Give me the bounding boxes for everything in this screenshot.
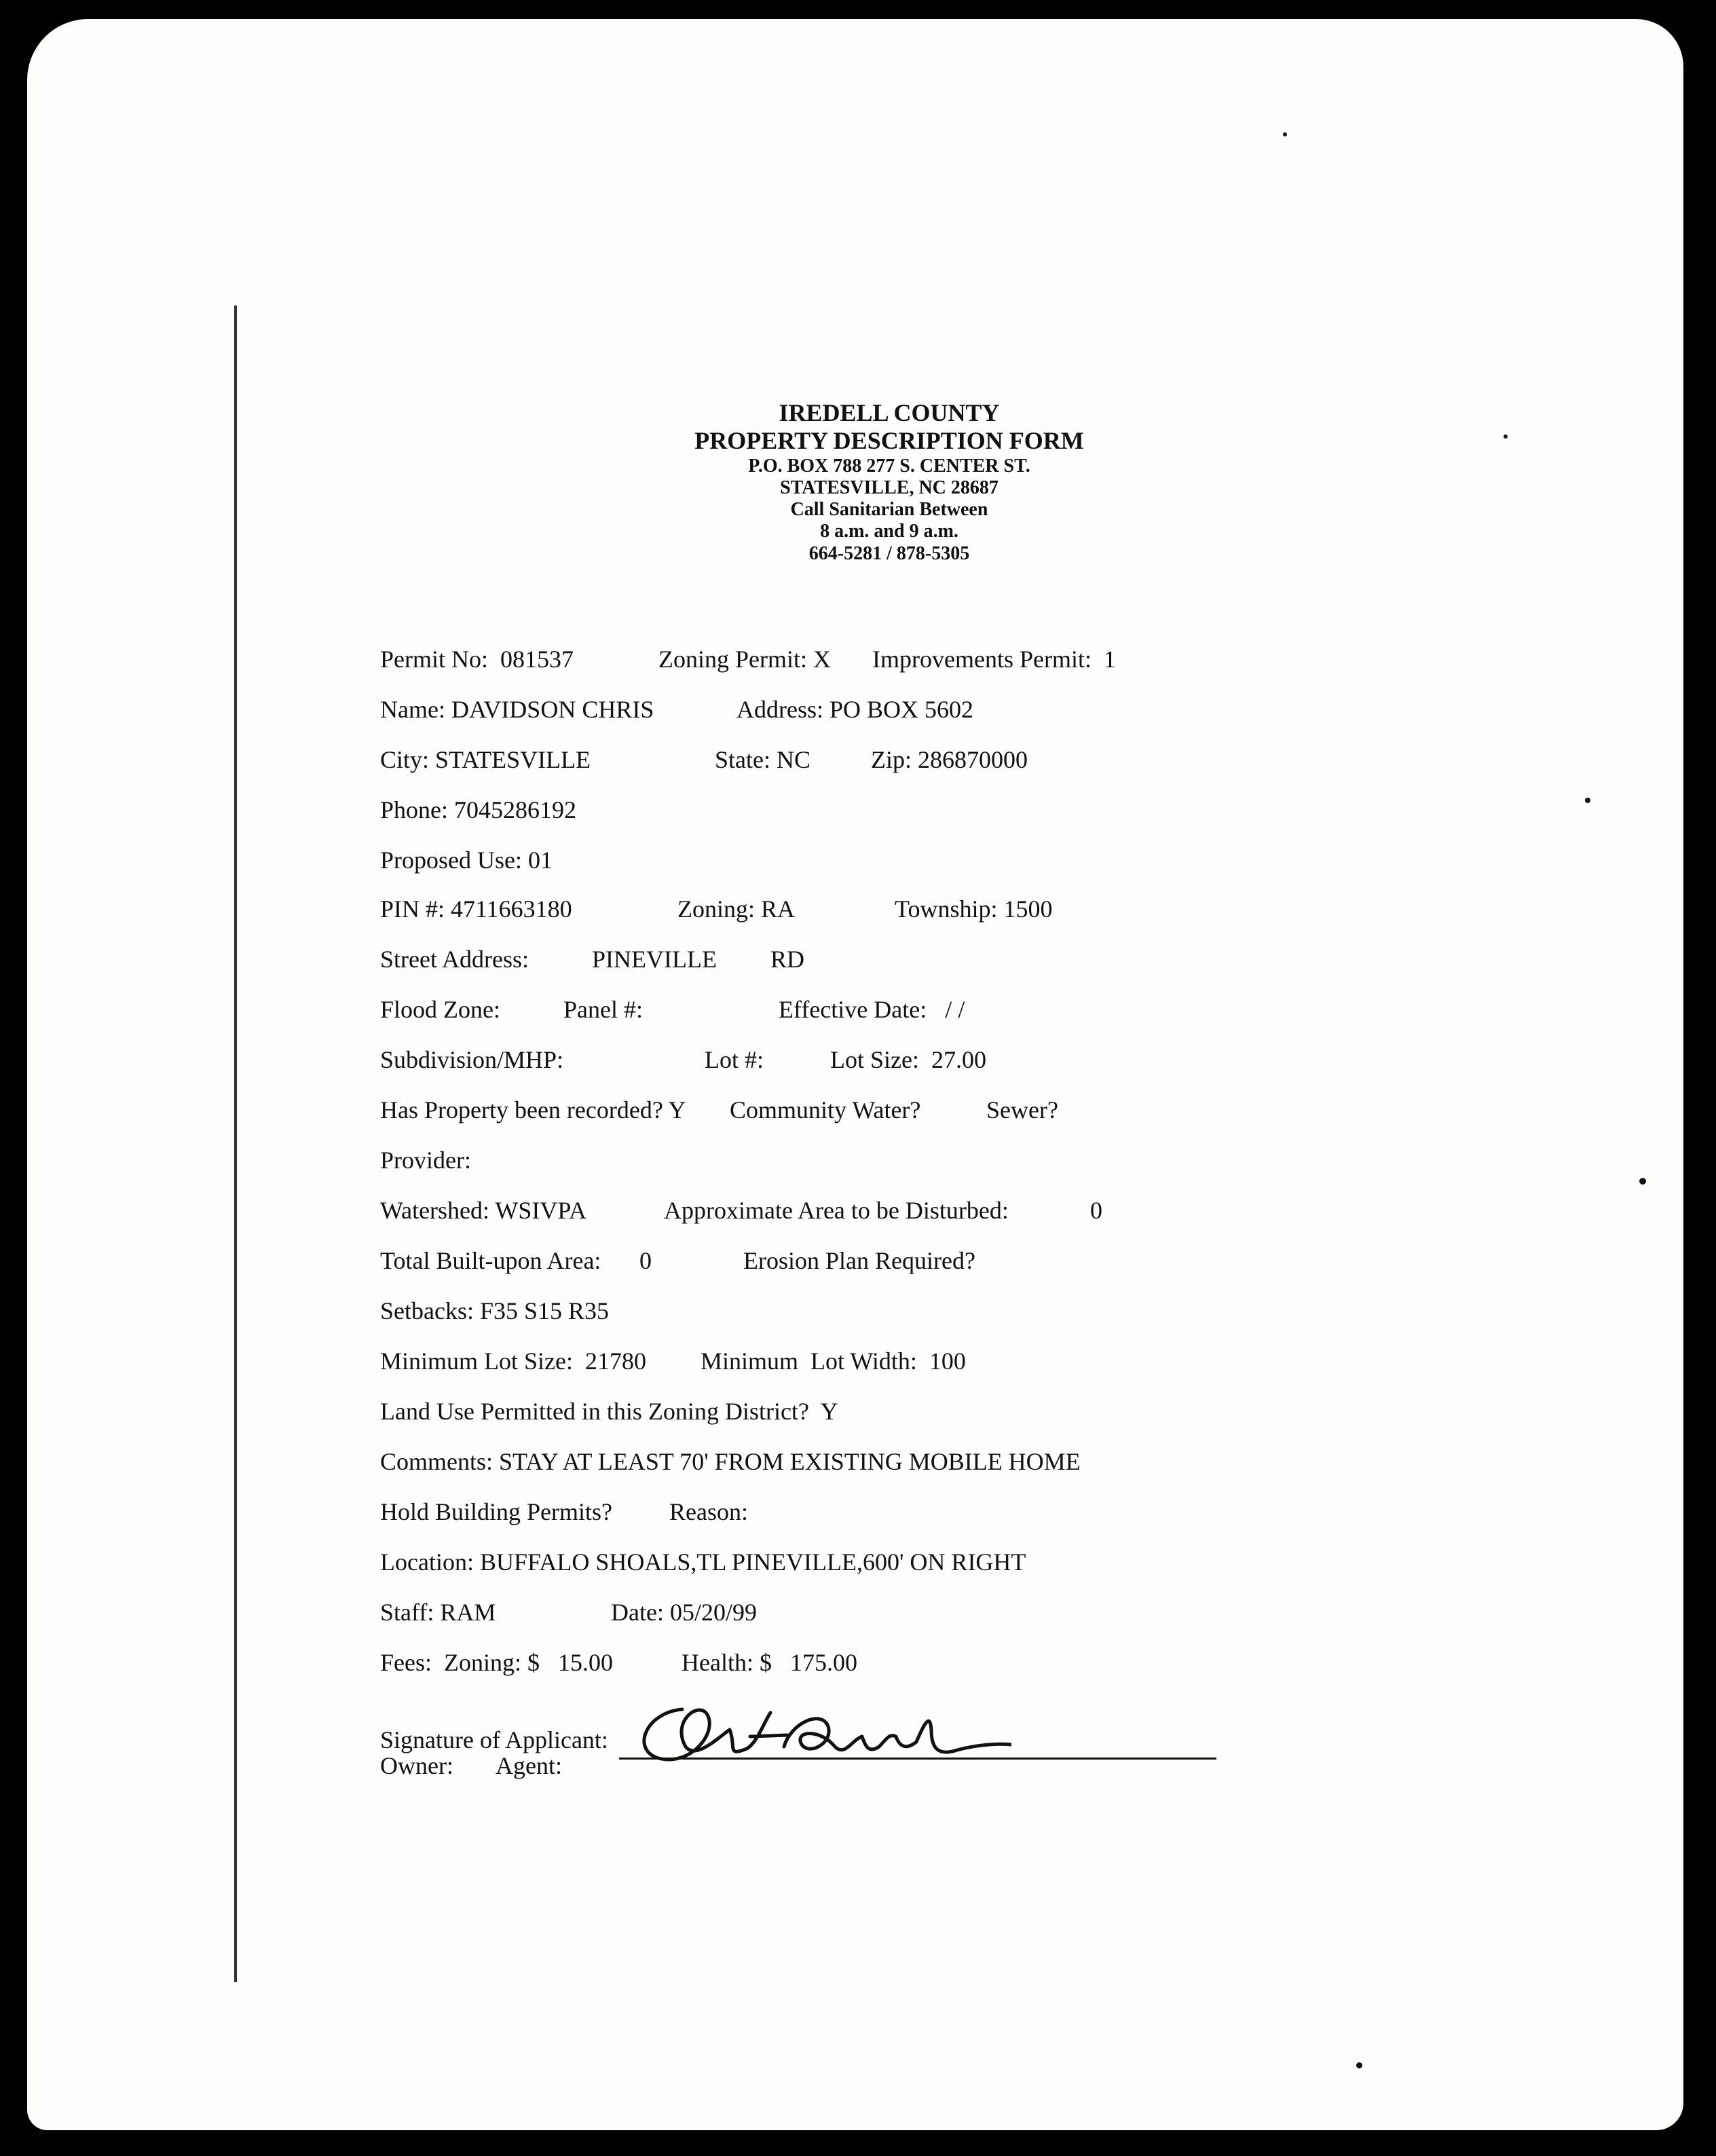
form-title: PROPERTY DESCRIPTION FORM <box>694 427 1084 455</box>
row-city <box>380 745 1028 779</box>
row-street <box>380 945 805 979</box>
permit-no: Permit No: 081537 <box>380 646 574 673</box>
city-line: STATESVILLE, NC 28687 <box>780 477 999 498</box>
applicant-name: Name: DAVIDSON CHRIS <box>380 696 654 723</box>
row-fees <box>380 1648 857 1682</box>
applicant-address: Address: PO BOX 5602 <box>736 696 974 723</box>
watershed: Watershed: WSIVPA <box>380 1197 587 1224</box>
row-provider <box>380 1146 471 1180</box>
row-subdivision <box>380 1045 986 1079</box>
row-built-upon <box>380 1246 975 1280</box>
subdivision: Subdivision/MHP: <box>380 1046 564 1073</box>
effective-date: Effective Date: / / <box>779 996 965 1023</box>
call-instructions-2: 8 a.m. and 9 a.m. <box>820 521 958 542</box>
row-proposed-use <box>380 846 553 880</box>
improvements-permit: Improvements Permit: 1 <box>872 646 1116 673</box>
agent-label: Agent: <box>496 1752 562 1779</box>
township: Township: 1500 <box>895 895 1053 923</box>
mailing-address: P.O. BOX 788 277 S. CENTER ST. <box>748 455 1030 477</box>
built-upon-area-label: Total Built-upon Area: <box>380 1247 601 1274</box>
location: Location: BUFFALO SHOALS,TL PINEVILLE,600' ON RIGHT <box>380 1548 1026 1576</box>
scan-speck <box>1283 132 1287 136</box>
flood-zone: Flood Zone: <box>380 996 500 1023</box>
margin-line <box>234 305 237 1982</box>
city: City: STATESVILLE <box>380 746 591 773</box>
erosion-plan: Erosion Plan Required? <box>743 1247 975 1274</box>
built-upon-area-value: 0 <box>639 1247 652 1274</box>
zip: Zip: 286870000 <box>871 746 1028 773</box>
row-location <box>380 1548 1026 1582</box>
lot-number: Lot #: <box>705 1046 764 1073</box>
setbacks: Setbacks: F35 S15 R35 <box>380 1297 610 1324</box>
property-recorded: Has Property been recorded? Y <box>380 1096 686 1123</box>
phone-numbers: 664-5281 / 878-5305 <box>808 542 970 564</box>
minimum-lot-size: Minimum Lot Size: 21780 <box>380 1348 646 1375</box>
handwritten-signature <box>618 1682 1011 1784</box>
comments: Comments: STAY AT LEAST 70' FROM EXISTING MOBILE HOME <box>380 1448 1081 1475</box>
staff: Staff: RAM <box>380 1599 496 1626</box>
scan-speck <box>1639 1178 1646 1185</box>
org-name: IREDELL COUNTY <box>779 399 1000 426</box>
lot-size: Lot Size: 27.00 <box>830 1046 986 1073</box>
state: State: NC <box>715 746 810 773</box>
fees-zoning: Fees: Zoning: $ 15.00 <box>380 1649 613 1676</box>
row-pin <box>380 895 1053 929</box>
owner-label: Owner: <box>380 1752 453 1779</box>
row-min-lot <box>380 1347 966 1381</box>
row-watershed <box>380 1196 1102 1230</box>
row-recorded <box>380 1096 1058 1130</box>
provider: Provider: <box>380 1147 471 1174</box>
proposed-use: Proposed Use: 01 <box>380 847 553 874</box>
row-staff <box>380 1598 757 1632</box>
hold-building-permits: Hold Building Permits? <box>380 1498 612 1525</box>
zoning: Zoning: RA <box>677 895 796 923</box>
row-land-use <box>380 1397 838 1431</box>
document-page <box>27 19 1683 2130</box>
call-instructions-1: Call Sanitarian Between <box>790 499 988 521</box>
minimum-lot-width: Minimum Lot Width: 100 <box>701 1348 966 1375</box>
scan-speck <box>1504 434 1508 439</box>
row-flood <box>380 995 965 1029</box>
fees-health: Health: $ 175.00 <box>682 1649 857 1676</box>
row-owner-agent <box>380 1751 562 1785</box>
zoning-permit: Zoning Permit: X <box>658 646 831 673</box>
sewer: Sewer? <box>986 1096 1058 1123</box>
row-hold-permits <box>380 1498 748 1531</box>
land-use-permitted: Land Use Permitted in this Zoning District? Y <box>380 1398 838 1425</box>
phone: Phone: 7045286192 <box>380 796 577 823</box>
area-disturbed-value: 0 <box>1090 1197 1102 1224</box>
street-address-label: Street Address: <box>380 946 529 973</box>
form-header <box>597 399 1181 565</box>
area-disturbed-label: Approximate Area to be Disturbed: <box>664 1197 1009 1224</box>
row-permit <box>380 645 1116 679</box>
date: Date: 05/20/99 <box>611 1599 757 1626</box>
row-comments <box>380 1447 1081 1481</box>
scan-speck <box>1585 798 1590 803</box>
scan-speck <box>1356 2062 1362 2068</box>
panel-number: Panel #: <box>563 996 643 1023</box>
community-water: Community Water? <box>730 1096 921 1123</box>
reason: Reason: <box>669 1498 748 1525</box>
pin-number: PIN #: 4711663180 <box>380 895 572 923</box>
signature-label: Signature of Applicant: <box>380 1726 608 1753</box>
row-name <box>380 695 974 729</box>
street-name: PINEVILLE <box>592 946 717 973</box>
row-setbacks <box>380 1297 610 1331</box>
street-suffix: RD <box>770 946 805 973</box>
row-phone <box>380 796 577 830</box>
